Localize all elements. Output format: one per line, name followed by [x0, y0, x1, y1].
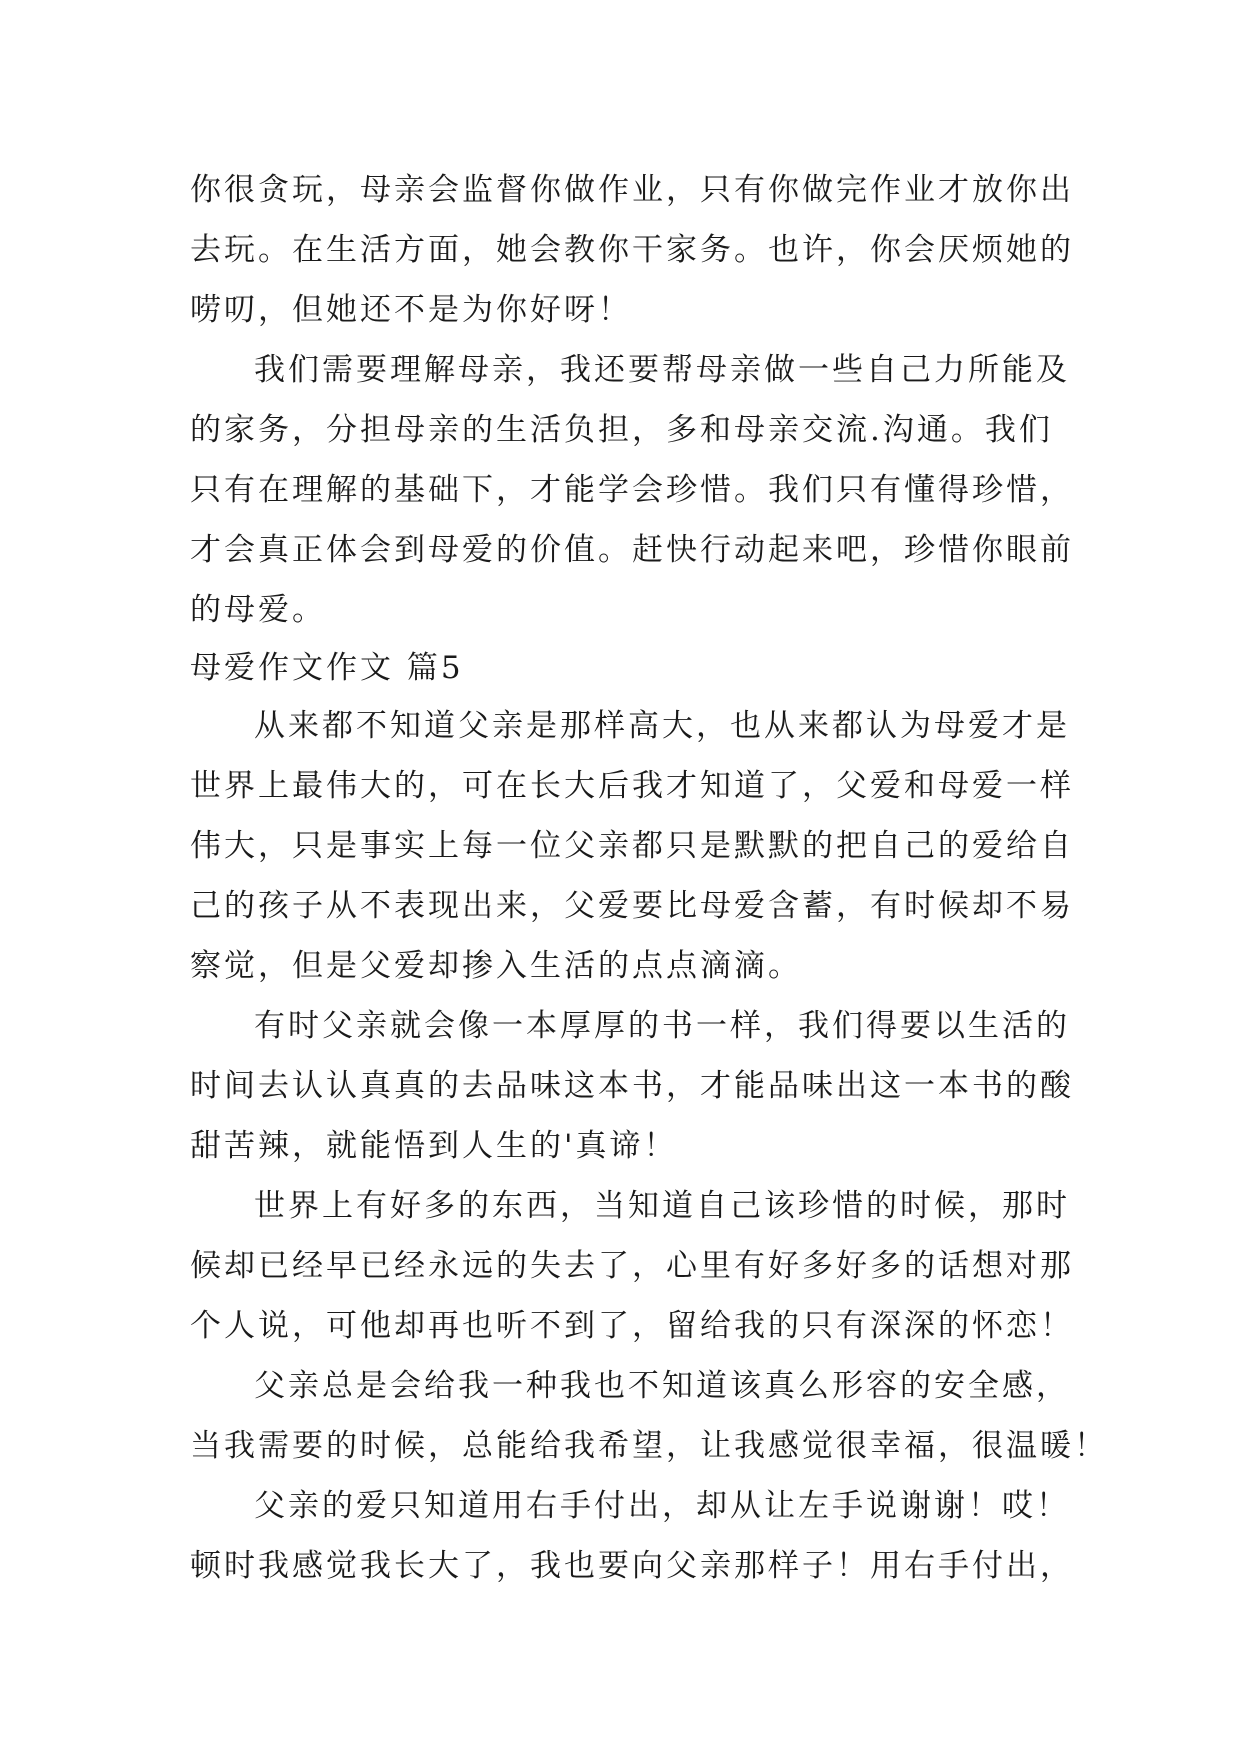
text-line: 从来都不知道父亲是那样高大，也从来都认为母爱才是 [254, 708, 1070, 744]
text-line: 甜苦辣，就能悟到人生的'真谛！ [190, 1128, 678, 1164]
text-line: 伟大，只是事实上每一位父亲都只是默默的把自己的爱给自 [190, 828, 1074, 864]
paragraph-2 [190, 340, 1074, 640]
paragraph-3 [190, 696, 1074, 996]
paragraph-6 [190, 1356, 1108, 1476]
paragraph-5 [190, 1176, 1074, 1356]
text-line: 只有在理解的基础下，才能学会珍惜。我们只有懂得珍惜， [190, 472, 1074, 508]
text-line: 唠叨，但她还不是为你好呀！ [190, 292, 632, 328]
text-line: 当我需要的时候，总能给我希望，让我感觉很幸福，很温暖！ [190, 1428, 1108, 1464]
text-line: 才会真正体会到母爱的价值。赶快行动起来吧，珍惜你眼前 [190, 532, 1074, 568]
text-line: 你很贪玩，母亲会监督你做作业，只有你做完作业才放你出 [190, 172, 1074, 208]
document-page [190, 160, 1108, 1596]
text-line: 世界上有好多的东西，当知道自己该珍惜的时候，那时 [254, 1188, 1070, 1224]
text-line: 时间去认认真真的去品味这本书，才能品味出这一本书的酸 [190, 1068, 1074, 1104]
text-line: 父亲的爱只知道用右手付出，却从让左手说谢谢！哎！ [254, 1488, 1070, 1524]
text-line: 我们需要理解母亲，我还要帮母亲做一些自己力所能及 [254, 352, 1070, 388]
text-line: 世界上最伟大的，可在长大后我才知道了，父爱和母爱一样 [190, 768, 1074, 804]
text-line: 己的孩子从不表现出来，父爱要比母爱含蓄，有时候却不易 [190, 888, 1074, 924]
text-line: 个人说，可他却再也听不到了，留给我的只有深深的怀恋！ [190, 1308, 1074, 1344]
text-line: 的家务，分担母亲的生活负担，多和母亲交流.沟通。我们 [190, 412, 1053, 448]
text-line: 顿时我感觉我长大了，我也要向父亲那样子！用右手付出， [190, 1548, 1074, 1584]
paragraph-4 [190, 996, 1074, 1176]
text-line: 候却已经早已经永远的失去了，心里有好多好多的话想对那 [190, 1248, 1074, 1284]
section-heading: 母爱作文作文 篇5 [190, 650, 464, 686]
text-line: 去玩。在生活方面，她会教你干家务。也许，你会厌烦她的 [190, 232, 1074, 268]
text-line: 的母爱。 [190, 592, 326, 628]
text-line: 父亲总是会给我一种我也不知道该真么形容的安全感， [254, 1368, 1070, 1404]
text-line: 察觉，但是父爱却掺入生活的点点滴滴。 [190, 948, 802, 984]
text-line: 有时父亲就会像一本厚厚的书一样，我们得要以生活的 [254, 1008, 1070, 1044]
paragraph-7 [190, 1476, 1074, 1596]
paragraph-1 [190, 160, 1074, 340]
